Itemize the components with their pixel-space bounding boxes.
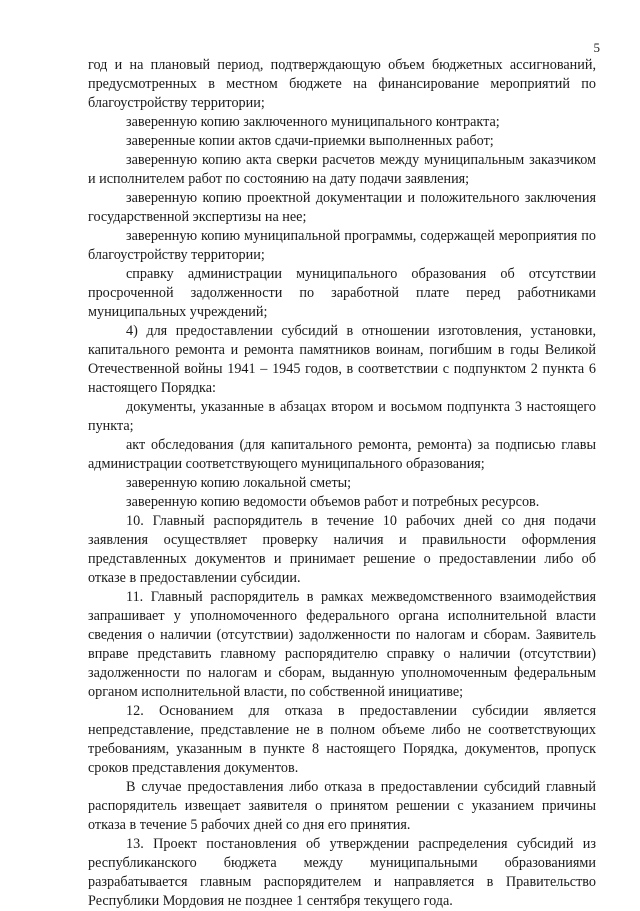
paragraph: заверенную копию акта сверки расчетов между муниципальным заказчиком и исполнителем работ по состоянию на дату подачи заявления;: [88, 152, 596, 187]
paragraph: 4) для предоставлении субсидий в отношении изготовления, установки, капитального ремонта и ремонта памятников воинам, погибшим в годы Великой Отечественной войны 1941 – 1945 годов, в соответствии с подпунктом 2 пункта 6 настоящего Порядка:: [88, 323, 596, 396]
paragraph: 11. Главный распорядитель в рамках межведомственного взаимодействия запрашивает у уполномоченного федерального органа исполнительной власти сведения о наличии (отсутствии) задолженности по налогам и сборам. Заявитель вправе представить главному распорядителю справку о наличии (отсутствии) задолженности по налогам и сборам, выданную уполномоченным федеральным органом исполнительной власти, по собственной инициативе;: [88, 589, 596, 700]
paragraph: заверенную копию проектной документации и положительного заключения государственной экспертизы на нее;: [88, 190, 596, 225]
paragraph: 13. Проект постановления об утверждении распределения субсидий из республиканского бюджета между муниципальными образованиями разрабатывается главным распорядителем и направляется в Правительство Республики Мордовия не позднее 1 сентября текущего года.: [88, 836, 596, 909]
paragraph: заверенную копию ведомости объемов работ и потребных ресурсов.: [126, 494, 540, 510]
paragraph: 12. Основанием для отказа в предоставлении субсидии является непредставление, представление не в полном объеме либо не соответствующих требованиям, указанным в пункте 8 настоящего Порядка, документов, пропуск сроков представления документов.: [88, 703, 596, 776]
paragraph: В случае предоставления либо отказа в предоставлении субсидий главный распорядитель извещает заявителя о принятом решении с указанием причины отказа в течение 5 рабочих дней со дня его принятия.: [88, 779, 596, 833]
paragraph: акт обследования (для капитального ремонта, ремонта) за подписью главы администрации соответствующего муниципального образования;: [88, 437, 596, 472]
paragraph: заверенную копию заключенного муниципального контракта;: [126, 114, 500, 130]
paragraph: заверенную копию локальной сметы;: [126, 475, 352, 491]
paragraph: заверенную копию муниципальной программы, содержащей мероприятия по благоустройству территории;: [88, 228, 596, 263]
document-body: [88, 56, 596, 911]
paragraph: документы, указанные в абзацах втором и восьмом подпункта 3 настоящего пункта;: [88, 399, 596, 434]
paragraph: 10. Главный распорядитель в течение 10 рабочих дней со дня подачи заявления осуществляет проверку наличия и правильности оформления представленных документов и принимает решение о предоставлении либо об отказе в предоставлении субсидии.: [88, 513, 596, 586]
paragraph: заверенные копии актов сдачи-приемки выполненных работ;: [126, 133, 494, 149]
page-number: 5: [593, 40, 600, 55]
paragraph: справку администрации муниципального образования об отсутствии просроченной задолженности по заработной плате перед работниками муниципальных учреждений;: [88, 266, 596, 320]
paragraph: год и на плановый период, подтверждающую объем бюджетных ассигнований, предусмотренных в местном бюджете на финансирование мероприятий по благоустройству территории;: [88, 57, 596, 111]
